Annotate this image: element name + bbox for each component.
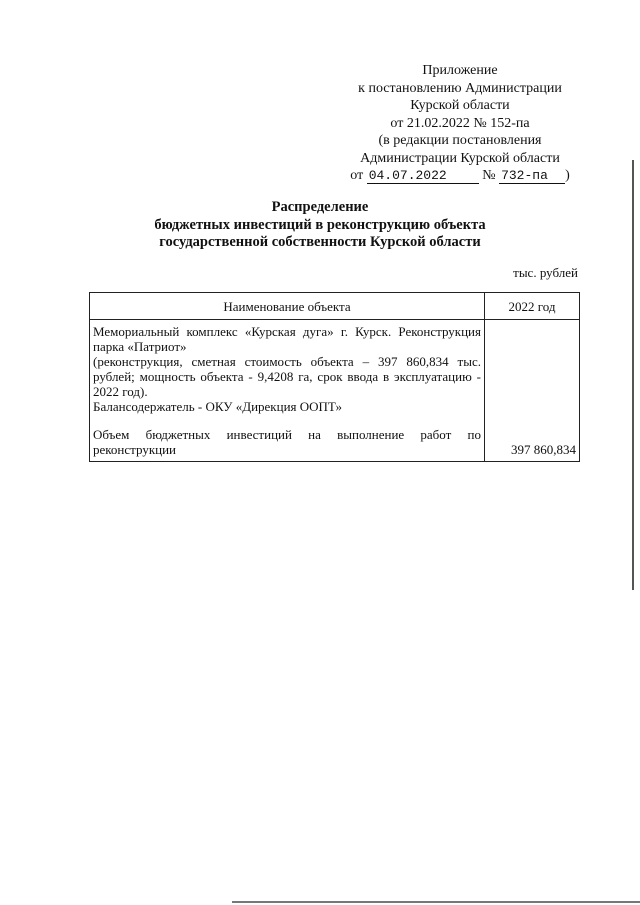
- value-2022: 397 860,834: [511, 442, 576, 457]
- volume-label: Объем бюджетных инвестиций на выполнение работ по реконструкции: [93, 427, 481, 457]
- object-details: (реконструкция, сметная стоимость объекта – 397 860,834 тыс. рублей; мощность объекта - 9,4208 га, срок ввода в эксплуатацию - 2022 год).: [93, 354, 481, 399]
- object-name: Мемориальный комплекс «Курская дуга» г. Курск. Реконструкция парка «Патриот»: [93, 324, 481, 354]
- investment-table: [89, 292, 580, 462]
- scan-edge-line: [632, 160, 634, 590]
- amendment-order-number: 732-па: [499, 169, 565, 184]
- amendment-order-line: [330, 167, 590, 185]
- scan-footer-line: [232, 901, 640, 903]
- appendix-region: Курской области: [410, 98, 510, 113]
- header-year: 2022 год: [485, 293, 580, 320]
- appendix-original-order: от 21.02.2022 № 152-па: [390, 115, 530, 131]
- number-label: №: [482, 168, 496, 183]
- units-label: тыс. рублей: [513, 265, 578, 280]
- title-line-1: Распределение: [271, 199, 369, 215]
- document-title: [60, 199, 580, 252]
- appendix-title: Приложение: [422, 63, 498, 78]
- appendix-amendment-note: (в редакции постановления: [378, 133, 542, 148]
- title-line-2: бюджетных инвестиций в реконструкцию объекта: [154, 216, 486, 233]
- appendix-ref: к постановлению Администрации: [358, 80, 562, 96]
- balance-holder: Балансодержатель - ОКУ «Дирекция ООПТ»: [93, 399, 343, 414]
- appendix-header: [330, 62, 590, 185]
- closing-paren: ): [565, 168, 570, 183]
- header-object-name: Наименование объекта: [90, 293, 485, 320]
- table-header-row: [90, 293, 580, 320]
- object-cell: [90, 320, 485, 462]
- appendix-amendment-authority: Администрации Курской области: [360, 150, 560, 166]
- title-line-3: государственной собственности Курской области: [159, 234, 481, 250]
- from-label: от: [350, 168, 364, 183]
- table-row: [90, 320, 580, 462]
- amendment-order-date: 04.07.2022: [367, 169, 479, 184]
- value-cell: [485, 320, 580, 462]
